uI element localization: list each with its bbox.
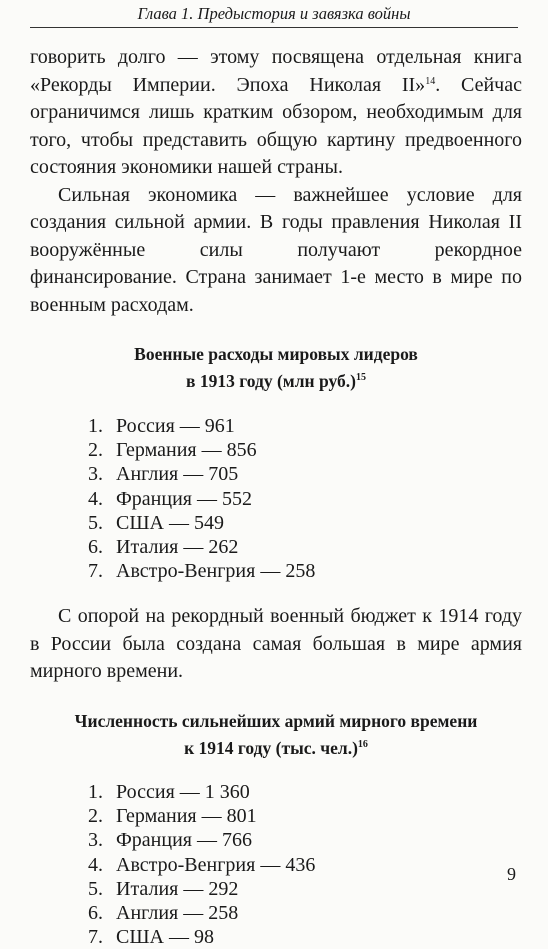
table2-title — [30, 708, 522, 762]
list-item — [88, 438, 522, 462]
list-item-text: Австро-Венгрия — 436 — [116, 853, 316, 876]
table1-title-line2: в 1913 году (млн руб.) — [186, 371, 356, 391]
list-item-number: 4. — [88, 487, 103, 510]
list-item — [88, 414, 522, 438]
list-item-text: Италия — 292 — [116, 877, 239, 900]
list-item-text: Франция — 766 — [116, 829, 252, 852]
paragraph-2: Сильная экономика — важнейшее условие для создания сильной армии. В годы правления Николая II вооружённые силы получают рекордное финансирование. Страна занимает 1-е место в мире по военным расходам. — [30, 183, 522, 316]
table2-title-line2: к 1914 году (тыс. чел.) — [184, 737, 358, 758]
list-item-number: 1. — [88, 415, 103, 437]
footnote-ref-15: 15 — [355, 372, 366, 383]
list-item-text: Англия — 258 — [116, 901, 239, 924]
list-item-text: Англия — 705 — [116, 463, 239, 486]
list-item-number: 1. — [88, 780, 103, 803]
list-item-number: 6. — [88, 536, 103, 559]
table2-title-line1: Численность сильнейших армий мирного времени — [74, 710, 478, 731]
list-item-number: 5. — [88, 511, 103, 534]
page-body — [30, 44, 522, 949]
list-item — [88, 828, 522, 852]
list-item — [88, 877, 522, 901]
running-header: Глава 1. Предыстория и завязка войны — [137, 4, 411, 23]
list-item-number: 3. — [88, 829, 103, 852]
list-item-number: 4. — [88, 853, 103, 876]
table1-title-line2-wrap — [30, 368, 522, 395]
list-item-text: Россия — 1 360 — [116, 780, 250, 803]
list-item-text: Австро-Венгрия — 258 — [116, 560, 316, 583]
page-number: 9 — [507, 864, 516, 884]
table1-title — [30, 341, 522, 395]
footnote-ref-14: 14 — [425, 75, 436, 87]
list-item-text: Россия — 961 — [116, 415, 235, 437]
paragraph-1-text-a: говорить долго — этому посвящена отдельная книга «Рекорды Империи. Эпоха Николая II» — [30, 46, 522, 96]
list-item-number: 7. — [88, 560, 103, 583]
footnote-ref-16: 16 — [357, 738, 368, 750]
list-item — [88, 780, 522, 804]
list-item-text: США — 98 — [116, 926, 214, 949]
list-item-number: 6. — [88, 901, 103, 924]
list-item-number: 2. — [88, 805, 103, 828]
paragraph-1-text-b: . Сейчас ограничимся лишь кратким обзором, необходимым для того, чтобы представить общую картину предвоенного состояния экономики нашей страны. — [30, 73, 522, 178]
paragraph-3: С опорой на рекордный военный бюджет к 1914 году в России была создана самая большая в мире армия мирного времени. — [30, 605, 522, 683]
list-item-text: Германия — 801 — [116, 805, 257, 828]
list-item — [88, 535, 522, 559]
header-rule — [30, 27, 518, 28]
list-item — [88, 462, 522, 486]
list-item-text: Италия — 262 — [116, 536, 239, 559]
army-size-list — [30, 780, 522, 949]
list-item — [88, 559, 522, 583]
list-item-number: 7. — [88, 926, 103, 949]
list-item-text: Германия — 856 — [116, 439, 257, 462]
military-spending-list — [30, 414, 522, 583]
list-item-text: Франция — 552 — [116, 487, 252, 510]
table2-title-line2-wrap — [30, 735, 522, 762]
list-item — [88, 804, 522, 828]
list-item-number: 3. — [88, 463, 103, 486]
list-item-number: 5. — [88, 877, 103, 900]
list-item-number: 2. — [88, 439, 103, 462]
list-item — [88, 853, 522, 877]
list-item-text: США — 549 — [116, 511, 224, 534]
list-item — [88, 901, 522, 925]
paragraph-1 — [30, 44, 522, 182]
list-item — [88, 511, 522, 535]
table1-title-line1: Военные расходы мировых лидеров — [134, 344, 418, 364]
list-item — [88, 487, 522, 511]
list-item — [88, 925, 522, 949]
